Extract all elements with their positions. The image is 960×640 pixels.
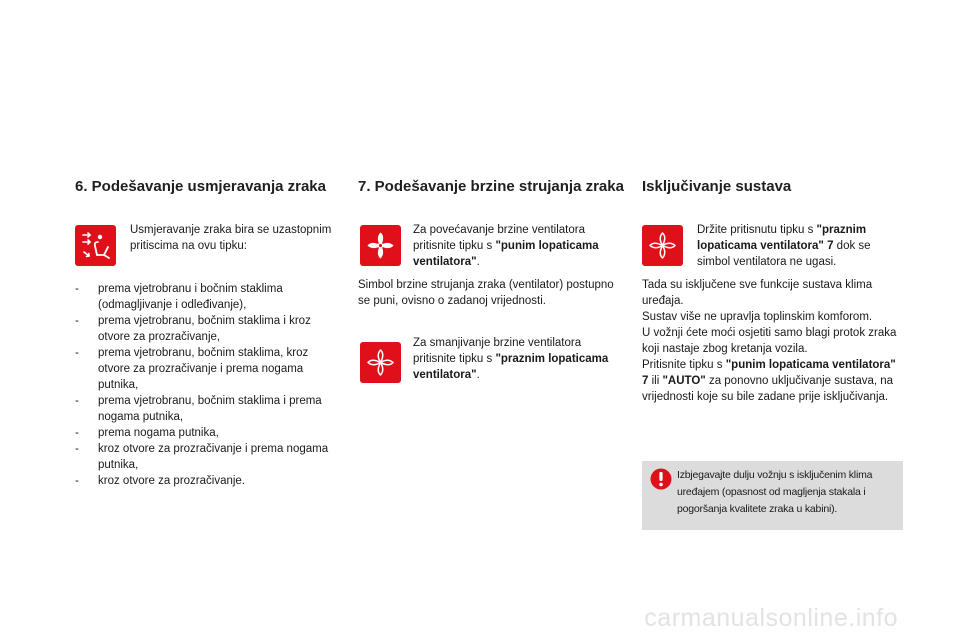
list-item: - prema nogama putnika,	[75, 427, 219, 439]
warning-exclamation-icon	[650, 468, 672, 490]
fan-decrease-text: Za smanjivanje brzine ventilatora pritisnite tipku s "praznim lopaticama ventilatora".	[413, 337, 609, 381]
list-item: - prema vjetrobranu, bočnim staklima i prema nogama putnika,	[75, 395, 322, 423]
watermark: carmanualsonline.info	[644, 604, 898, 632]
section6-title: 6. Podešavanje usmjeravanja zraka	[75, 178, 326, 195]
list-item: - kroz otvore za prozračivanje.	[75, 475, 246, 487]
warning-box	[642, 461, 903, 530]
list-item: - prema vjetrobranu i bočnim staklima (odmagljivanje i odleđivanje),	[75, 283, 283, 311]
fan-empty-blades-icon	[360, 342, 401, 383]
warning-text: Izbjegavajte dulju vožnju s isključenim klima uređajem (opasnost od magljenja stakala i pogoršanja kvalitete zraka u kabini).	[677, 469, 873, 515]
section6-intro: Usmjeravanje zraka bira se uzastopnim pritiscima na ovu tipku:	[130, 224, 332, 252]
off-hold-text: Držite pritisnutu tipku s "praznim lopaticama ventilatora" 7 dok se simbol ventilatora ne ugasi.	[697, 224, 871, 268]
fan-symbol-text: Simbol brzine strujanja zraka (ventilator) postupno se puni, ovisno o zadanoj vrijednosti.	[358, 279, 614, 307]
fan-full-blades-icon	[360, 225, 401, 266]
fan-empty-blades-icon	[642, 225, 683, 266]
list-item: - kroz otvore za prozračivanje i prema nogama putnika,	[75, 443, 329, 471]
list-item: - prema vjetrobranu, bočnim staklima, kroz otvore za prozračivanje i prema nogama putnika,	[75, 347, 309, 391]
air-direction-list	[75, 281, 337, 489]
off-paragraph: Tada su isključene sve funkcije sustava klima uređaja. Sustav više ne upravlja toplinskim komforom. U vožnji ćete moći osjetiti samo blagi protok zraka koji nastaje zbog kretanja vozila. Pritisnite tipku s "punim lopaticama ventilatora" 7 ili "AUTO" za ponovno uključivanje sustava, na vrijednosti koje su bile zadane prije isključivanja.	[642, 279, 897, 403]
fan-increase-text: Za povećavanje brzine ventilatora pritisnite tipku s "punim lopaticama ventilatora".	[413, 224, 599, 268]
list-item: - prema vjetrobranu, bočnim staklima i kroz otvore za prozračivanje,	[75, 315, 311, 343]
off-title: Isključivanje sustava	[642, 178, 792, 195]
air-distribution-seat-icon	[75, 225, 116, 266]
section7-title: 7. Podešavanje brzine strujanja zraka	[358, 178, 624, 195]
